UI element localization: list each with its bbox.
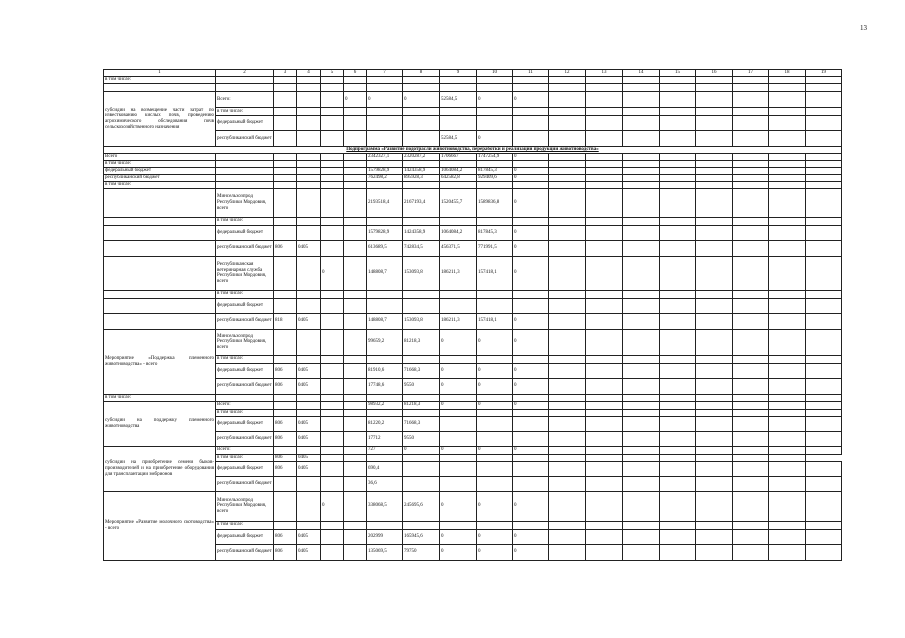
cell-value: 727 — [367, 446, 403, 454]
cell-value: 186211,3 — [440, 256, 477, 290]
cell-code: 806 — [274, 416, 297, 431]
cell-value: 0 — [477, 363, 513, 378]
row-label: в том числе: — [104, 181, 216, 188]
cell-value: 0 — [440, 491, 477, 521]
col-number: 17 — [733, 70, 769, 77]
cell-value: 99659,2 — [367, 329, 403, 355]
row-sublabel: Всего: — [216, 401, 274, 409]
budget-table — [103, 69, 842, 561]
cell-value: 1064084,2 — [440, 225, 477, 240]
cell-value: 148808,7 — [367, 313, 403, 329]
row-sublabel: в том числе: — [216, 108, 274, 116]
row-label: Всего — [104, 153, 216, 160]
cell-code: 0405 — [297, 461, 321, 476]
cell-value: 0 — [440, 363, 477, 378]
cell-value: 0 — [477, 446, 513, 454]
row-sublabel: в том числе: — [216, 521, 274, 529]
row-sublabel: федеральный бюджет — [216, 225, 274, 240]
row-label: субсидии на возмещение части затрат по известкованию кислых почв, проведению агрохимического обследования почв сельскохозяйственного назначения — [104, 92, 216, 147]
col-number: 19 — [806, 70, 842, 77]
cell-value: 0 — [440, 446, 477, 454]
row-label: федеральный бюджет — [104, 167, 216, 174]
cell-value: 895928,3 — [403, 174, 440, 181]
cell-value: 0 — [440, 529, 477, 544]
cell-value: 135069,5 — [367, 544, 403, 560]
col-number: 5 — [321, 70, 344, 77]
cell-value: 202999 — [367, 529, 403, 544]
cell-value: 642582,8 — [440, 174, 477, 181]
cell-value: 1424358,9 — [403, 225, 440, 240]
cell-value: 36,6 — [367, 476, 403, 491]
cell-value: 52584,5 — [440, 92, 477, 108]
cell-value: 1579828,9 — [367, 225, 403, 240]
row-sublabel: Минсельхозпрод Республики Мордовия, всего — [216, 329, 274, 355]
cell-value: 929409,6 — [477, 174, 513, 181]
row-sublabel: в том числе: — [216, 454, 274, 461]
cell-value: 0 — [477, 378, 513, 394]
cell-value: 0 — [321, 256, 344, 290]
row-sublabel: республиканский бюджет — [216, 476, 274, 491]
row-label: в том числе: — [104, 77, 216, 84]
cell-value: 0 — [477, 529, 513, 544]
cell-code: 806 — [274, 461, 297, 476]
row-sublabel: федеральный бюджет — [216, 529, 274, 544]
col-number: 9 — [440, 70, 477, 77]
col-number: 16 — [696, 70, 733, 77]
row-sublabel: республиканский бюджет — [216, 131, 274, 147]
cell-value: 0 — [513, 167, 549, 174]
cell-value: 186211,3 — [440, 313, 477, 329]
cell-value: 81220,2 — [367, 416, 403, 431]
cell-code: 0405 — [297, 313, 321, 329]
row-sublabel: в том числе: — [216, 290, 274, 298]
row-sublabel: в том числе: — [216, 409, 274, 416]
row-sublabel: республиканский бюджет — [216, 431, 274, 446]
cell-value: 0 — [513, 188, 549, 217]
cell-value: 0 — [513, 240, 549, 256]
cell-value: 245695,6 — [403, 491, 440, 521]
row-label: в том числе: — [104, 160, 216, 167]
cell-code: 806 — [274, 363, 297, 378]
cell-code: 0405 — [297, 363, 321, 378]
cell-code: 0405 — [297, 378, 321, 394]
cell-code: 0405 — [297, 240, 321, 256]
cell-value: 338068,5 — [367, 491, 403, 521]
col-number: 2 — [216, 70, 274, 77]
row-sublabel: федеральный бюджет — [216, 461, 274, 476]
cell-value: 157418,1 — [477, 256, 513, 290]
cell-value: 17748,6 — [367, 378, 403, 394]
col-number: 14 — [623, 70, 660, 77]
cell-code: 0405 — [297, 454, 321, 461]
cell-code: 0405 — [297, 431, 321, 446]
col-number: 12 — [549, 70, 586, 77]
cell-value: 2342327,1 — [367, 153, 403, 160]
cell-value: 0 — [440, 401, 477, 409]
row-sublabel: республиканский бюджет — [216, 544, 274, 560]
cell-value: 0 — [477, 544, 513, 560]
col-number: 15 — [660, 70, 696, 77]
page-number: 13 — [860, 24, 867, 32]
row-sublabel: в том числе: — [216, 355, 274, 363]
cell-value: 0 — [477, 131, 513, 147]
row-sublabel: Минсельхозпрод Республики Мордовия, всего — [216, 188, 274, 217]
cell-value: 71668,3 — [403, 363, 440, 378]
cell-value: 0 — [477, 401, 513, 409]
cell-value: 456371,5 — [440, 240, 477, 256]
row-label: Мероприятие «Поддержка племенного животноводства» - всего — [104, 329, 216, 394]
row-sublabel: Всего: — [216, 92, 274, 108]
table-row — [104, 92, 842, 108]
row-sublabel: республиканский бюджет — [216, 378, 274, 394]
cell-value: 0 — [513, 378, 549, 394]
row-sublabel: республиканский бюджет — [216, 240, 274, 256]
cell-value: 17712 — [367, 431, 403, 446]
cell-value: 0 — [513, 92, 549, 108]
col-number: 10 — [477, 70, 513, 77]
cell-value: 81218,3 — [403, 401, 440, 409]
cell-value: 0 — [513, 529, 549, 544]
cell-value: 0 — [440, 544, 477, 560]
column-number-row — [104, 70, 842, 77]
cell-value: 1747254,9 — [477, 153, 513, 160]
col-number: 8 — [403, 70, 440, 77]
cell-value: 52584,5 — [440, 131, 477, 147]
row-sublabel: федеральный бюджет — [216, 363, 274, 378]
row-label: субсидии на приобретение семени быков-производителей и на приобретение оборудования для трансплантации эмбрионов — [104, 446, 216, 491]
cell-value: 1589836,8 — [477, 188, 513, 217]
cell-value: 148808,7 — [367, 256, 403, 290]
cell-value: 81218,3 — [403, 329, 440, 355]
cell-code: 806 — [274, 431, 297, 446]
cell-code: 806 — [274, 378, 297, 394]
cell-value: 771991,5 — [477, 240, 513, 256]
cell-value: 0 — [513, 313, 549, 329]
col-number: 11 — [513, 70, 549, 77]
cell-value: 9550 — [403, 378, 440, 394]
row-label: субсидии на поддержку племенного животноводства — [104, 401, 216, 446]
cell-value: 0 — [477, 491, 513, 521]
cell-value: 0 — [477, 329, 513, 355]
cell-value: 157418,1 — [477, 313, 513, 329]
col-number: 18 — [769, 70, 806, 77]
cell-value: 2167193,4 — [403, 188, 440, 217]
cell-value: 153093,8 — [403, 256, 440, 290]
row-sublabel: республиканский бюджет — [216, 313, 274, 329]
row-sublabel: в том числе: — [216, 217, 274, 225]
cell-value: 71668,3 — [403, 416, 440, 431]
cell-value: 0 — [513, 174, 549, 181]
row-sublabel: федеральный бюджет — [216, 116, 274, 131]
cell-value: 742834,5 — [403, 240, 440, 256]
cell-value: 0 — [367, 92, 403, 108]
table-row — [104, 77, 842, 84]
cell-value: 0 — [513, 153, 549, 160]
cell-value: 81910,6 — [367, 363, 403, 378]
cell-value: 153093,8 — [403, 313, 440, 329]
cell-value: 0 — [513, 446, 549, 454]
cell-value: 9550 — [403, 431, 440, 446]
row-sublabel: Республиканская ветеринарная служба Республики Мордовия, всего — [216, 256, 274, 290]
cell-value: 0 — [403, 446, 440, 454]
cell-value: 0 — [344, 92, 367, 108]
cell-value: 1064084,2 — [440, 167, 477, 174]
cell-value: 79750 — [403, 544, 440, 560]
cell-value: 0 — [477, 92, 513, 108]
cell-value: 1520455,7 — [440, 188, 477, 217]
cell-value: 817845,3 — [477, 167, 513, 174]
program-heading: Подпрограмма «Развитие подотрасли животноводства, переработки и реализации продукции животноводства» — [104, 147, 842, 154]
cell-value: 2193518,4 — [367, 188, 403, 217]
col-number: 6 — [344, 70, 367, 77]
row-sublabel: федеральный бюджет — [216, 298, 274, 313]
row-label: республиканский бюджет — [104, 174, 216, 181]
cell-value: 0 — [440, 329, 477, 355]
cell-value: 0 — [513, 225, 549, 240]
row-sublabel: Всего: — [216, 446, 274, 454]
cell-value: 1706667 — [440, 153, 477, 160]
cell-value: 0 — [513, 491, 549, 521]
cell-value: 690,4 — [367, 461, 403, 476]
cell-value: 1424358,9 — [403, 167, 440, 174]
cell-code: 0405 — [297, 529, 321, 544]
cell-value: 0 — [403, 92, 440, 108]
cell-code: 806 — [274, 544, 297, 560]
cell-value: 0 — [513, 544, 549, 560]
cell-code: 806 — [274, 529, 297, 544]
cell-value: 0 — [440, 378, 477, 394]
cell-value: 1579828,9 — [367, 167, 403, 174]
cell-code: 0405 — [297, 416, 321, 431]
cell-code: 0405 — [297, 544, 321, 560]
col-number: 7 — [367, 70, 403, 77]
col-number: 4 — [297, 70, 321, 77]
cell-value: 165945,6 — [403, 529, 440, 544]
cell-value: 0 — [513, 363, 549, 378]
cell-value: 0 — [513, 401, 549, 409]
cell-code: 806 — [274, 240, 297, 256]
col-number: 13 — [586, 70, 623, 77]
cell-value: 98932,2 — [367, 401, 403, 409]
cell-value: 817845,3 — [477, 225, 513, 240]
row-label: в том числе: — [104, 394, 216, 401]
row-sublabel: федеральный бюджет — [216, 416, 274, 431]
cell-code: 806 — [274, 454, 297, 461]
program-heading-row — [104, 147, 842, 154]
cell-value: 0 — [321, 491, 344, 521]
cell-value: 2320287,2 — [403, 153, 440, 160]
cell-value: 762498,2 — [367, 174, 403, 181]
cell-value: 613689,5 — [367, 240, 403, 256]
col-number: 1 — [104, 70, 216, 77]
row-sublabel: Минсельхозпрод Республики Мордовия, всего — [216, 491, 274, 521]
col-number: 3 — [274, 70, 297, 77]
cell-value: 0 — [513, 256, 549, 290]
cell-code: 818 — [274, 313, 297, 329]
row-label: Мероприятие «Развитие молочного скотоводства» - всего — [104, 491, 216, 560]
cell-value: 0 — [513, 329, 549, 355]
